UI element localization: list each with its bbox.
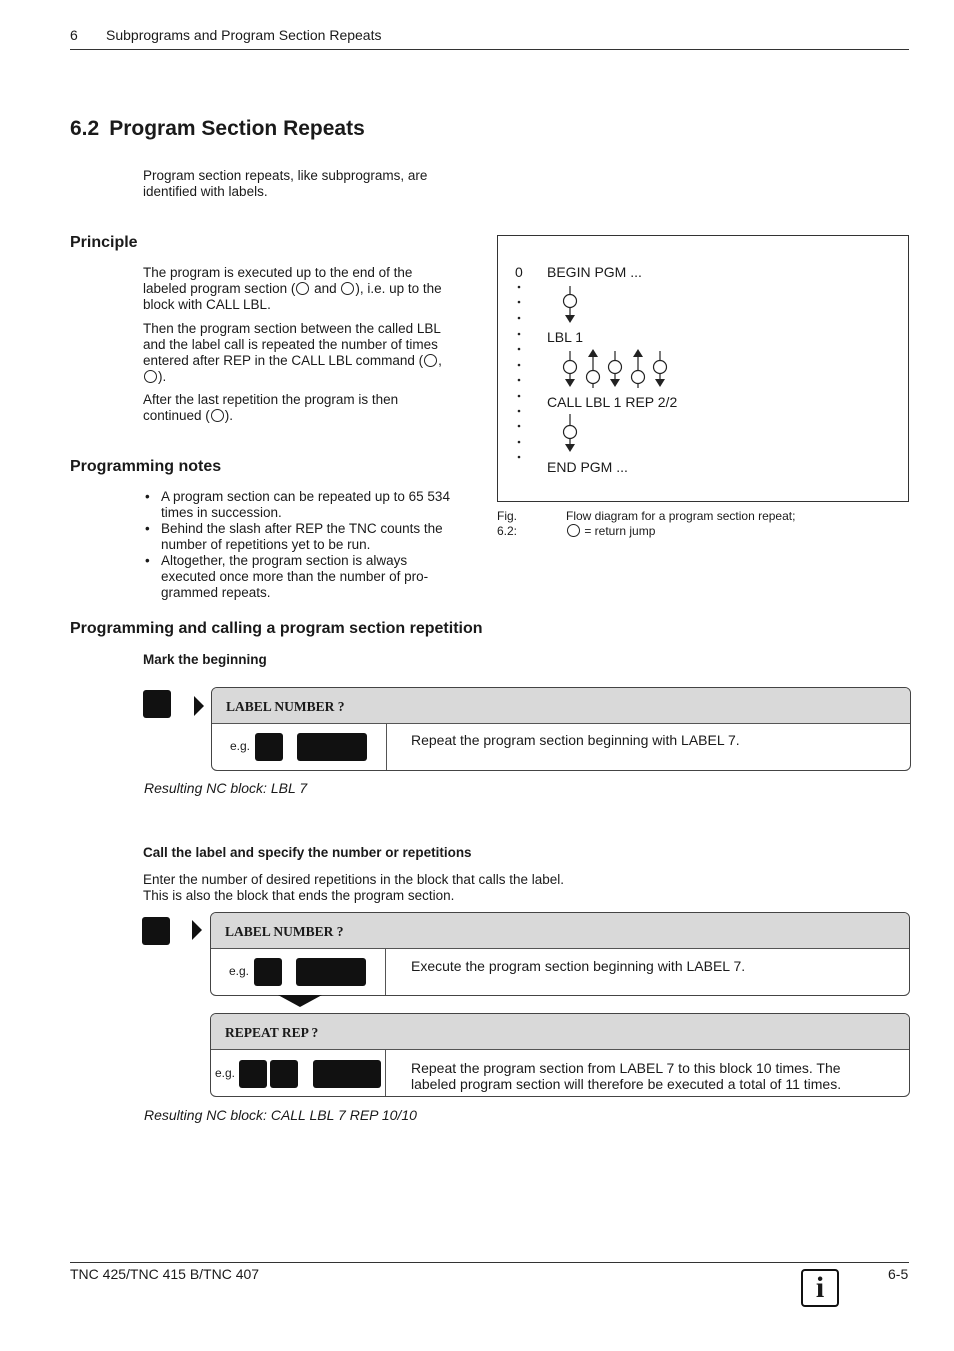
footer-rule: [70, 1262, 909, 1263]
enter-key[interactable]: [313, 1060, 381, 1088]
text-line: grammed repeats.: [161, 585, 271, 600]
digit-key[interactable]: [254, 958, 282, 986]
caption-line: = return jump: [581, 524, 656, 538]
text-line: executed once more than the number of pro-: [161, 569, 429, 584]
text-line: entered after REP in the CALL LBL command (: [143, 353, 424, 368]
intro-line: Program section repeats, like subprograms, are: [143, 168, 428, 183]
dialog-call-label-number: [210, 912, 910, 996]
principle-paragraph-2: [143, 321, 483, 385]
diagram-label-begin: BEGIN PGM ...: [547, 264, 642, 280]
notes-list: [143, 489, 478, 601]
return-jump-icon: [567, 524, 580, 537]
section-number: 6.2: [70, 117, 100, 140]
arrow-right-icon: [192, 920, 202, 940]
section-title-text: Program Section Repeats: [109, 117, 365, 140]
text-line: The program is executed up to the end of the: [143, 265, 413, 280]
text-line: ,: [438, 353, 442, 368]
diagram-label-call: CALL LBL 1 REP 2/2: [547, 394, 678, 410]
dialog-divider: [386, 724, 387, 770]
principle-heading: Principle: [70, 234, 138, 251]
principle-paragraph-1: [143, 265, 483, 313]
text-line: continued (: [143, 408, 210, 423]
flow-diagram: [497, 235, 909, 502]
arrow-right-icon: [194, 696, 204, 716]
footer-model: TNC 425/TNC 415 B/TNC 407: [70, 1266, 260, 1282]
intro-paragraph: [143, 168, 427, 200]
dialog-prompt: REPEAT REP ?: [225, 1025, 319, 1040]
call-label-text: [143, 872, 564, 904]
text-line: number of repetitions yet to be run.: [161, 537, 371, 552]
footer-page-number: 6-5: [888, 1266, 909, 1282]
dialog-divider: [385, 1050, 386, 1096]
enter-key[interactable]: [297, 733, 367, 761]
text-line: Then the program section between the called LBL: [143, 321, 441, 336]
return-jump-icon: [144, 370, 157, 383]
calling-heading: Programming and calling a program section repetition: [70, 620, 483, 637]
text-line: block with CALL LBL.: [143, 297, 271, 312]
call-label-heading: Call the label and specify the number or repetitions: [143, 845, 472, 860]
dialog-prompt: LABEL NUMBER ?: [225, 924, 344, 939]
header-chapter-title: Subprograms and Program Section Repeats: [106, 27, 382, 43]
result-block-lbl: Resulting NC block: LBL 7: [144, 780, 308, 796]
figure-caption-key: Fig. 6.2:: [497, 509, 518, 538]
notes-heading: Programming notes: [70, 458, 222, 475]
return-jump-icon: [341, 282, 354, 295]
diagram-line-number: 0: [515, 264, 523, 280]
dialog-description: Execute the program section beginning with LABEL 7.: [411, 958, 746, 974]
return-jump-icon: [296, 282, 309, 295]
header-rule: [70, 49, 909, 50]
list-item: [143, 521, 478, 553]
dialog-prompt-bar: [211, 1014, 909, 1050]
flow-diagram-graphic: [498, 236, 908, 501]
text-line: After the last repetition the program is then: [143, 392, 399, 407]
dialog-divider: [385, 949, 386, 995]
text-line: Behind the slash after REP the TNC counts the: [161, 521, 443, 536]
list-item: [143, 489, 478, 521]
return-jump-icon: [424, 354, 437, 367]
text-line: and: [310, 281, 341, 296]
example-label: e.g.: [230, 739, 251, 753]
text-line: Repeat the program section from LABEL 7 to this block 10 times. The: [411, 1060, 841, 1076]
figure-caption-text: [566, 509, 866, 539]
text-line: Enter the number of desired repetitions in the block that calls the label.: [143, 872, 564, 887]
enter-key[interactable]: [296, 958, 366, 986]
text-line: and the label call is repeated the number of times: [143, 337, 438, 352]
text-line: ).: [158, 369, 167, 384]
header-chapter-number: 6: [70, 27, 78, 43]
diagram-dots: [518, 286, 521, 459]
caption-line: Flow diagram for a program section repeat;: [566, 509, 796, 523]
dialog-prompt-bar: [212, 688, 910, 724]
digit-key[interactable]: [239, 1060, 267, 1088]
result-block-call: Resulting NC block: CALL LBL 7 REP 10/10: [144, 1107, 417, 1123]
list-item: [143, 553, 478, 601]
text-line: labeled program section will therefore be executed a total of 11 times.: [411, 1076, 842, 1092]
return-jump-icon: [211, 409, 224, 422]
diagram-label-lbl: LBL 1: [547, 329, 584, 345]
dialog-description: [411, 1060, 901, 1092]
text-line: ), i.e. up to the: [355, 281, 442, 296]
lbl-set-key[interactable]: [143, 690, 171, 718]
intro-line: identified with labels.: [143, 184, 268, 199]
digit-key[interactable]: [255, 733, 283, 761]
chevron-down-icon: [278, 995, 322, 1007]
text-line: A program section can be repeated up to 65 534: [161, 489, 450, 504]
diagram-label-end: END PGM ...: [547, 459, 628, 475]
text-line: Altogether, the program section is always: [161, 553, 408, 568]
section-title: [70, 117, 365, 141]
dialog-label-number: [211, 687, 911, 771]
text-line: labeled program section (: [143, 281, 296, 296]
info-icon: i: [801, 1269, 839, 1307]
dialog-description: Repeat the program section beginning with LABEL 7.: [411, 732, 740, 748]
digit-key[interactable]: [270, 1060, 298, 1088]
text-line: This is also the block that ends the program section.: [143, 888, 455, 903]
example-label: e.g.: [215, 1066, 236, 1080]
principle-paragraph-3: [143, 392, 483, 424]
dialog-repeat-rep: [210, 1013, 910, 1097]
lbl-call-key[interactable]: [142, 917, 170, 945]
example-label: e.g.: [229, 964, 250, 978]
dialog-prompt: LABEL NUMBER ?: [226, 699, 345, 714]
text-line: ).: [224, 408, 234, 423]
text-line: times in succession.: [161, 505, 282, 520]
dialog-prompt-bar: [211, 913, 909, 949]
mark-beginning-heading: Mark the beginning: [143, 652, 267, 667]
